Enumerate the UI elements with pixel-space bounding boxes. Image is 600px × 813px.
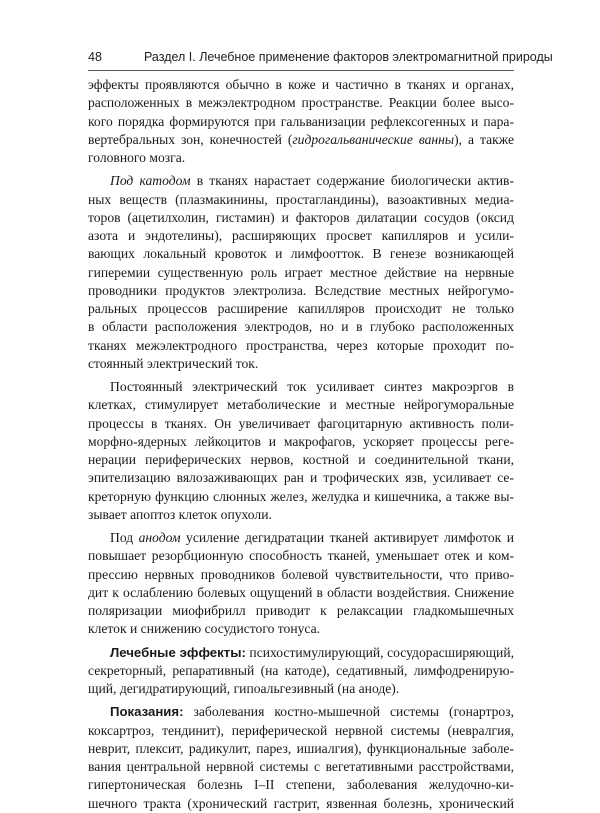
text-line: эффекты проявляются обычно в коже и частично в тканях и органах, (88, 77, 514, 92)
italic-term: гидрогальванические ванны (292, 131, 455, 147)
text-line (88, 703, 514, 721)
text-line: вающих локальный кровоток и лимфоотток. В генезе возникающей (88, 246, 514, 262)
text-line: повышает резорбционную способность тканей, уменьшает отек и ком- (88, 548, 514, 564)
text-line (88, 644, 514, 662)
paragraph (88, 529, 514, 639)
text-line: в области расположения электродов, но и в глубоко расположенных (88, 319, 514, 335)
paragraph (88, 76, 514, 167)
paragraph (88, 644, 514, 699)
text-line: неврит, плексит, радикулит, парез, ишиалгия), функциональные заболе- (88, 740, 514, 756)
paragraph (88, 378, 514, 524)
text-line: процессы в тканях. Он увеличивает фагоцитарную активность поли- (88, 415, 514, 431)
text-line (88, 529, 514, 547)
text-line: секреторный, репаративный (на катоде), седативный, лимфодренирую- (88, 662, 514, 678)
text-line: креторную функцию слюнных желез, желудка и кишечника, а также вы- (88, 488, 514, 504)
text-line: Постоянный электрический ток усиливает синтез макроэргов в (110, 379, 514, 394)
text-segment: ), а также (454, 131, 514, 147)
text-line: головного мозга. (88, 150, 186, 165)
section-label: Лечебные эффекты: (110, 644, 246, 660)
page-number: 48 (88, 50, 102, 64)
text-line: гиперемии существенную роль играет местное действие на нервные (88, 264, 514, 280)
text-segment: заболевания костно-мышечной системы (гонартроз, (183, 704, 514, 720)
text-segment: Под (110, 530, 139, 545)
text-line: морфно-ядерных лейкоцитов и макрофагов, ускоряет процессы регe- (88, 433, 514, 449)
text-line: ных веществ (плазмакинины, простагландины), вазоактивных медиа- (88, 191, 514, 207)
text-line: коксартроз, тендинит), периферической нервной системы (невралгия, (88, 722, 514, 738)
text-line: тканях межэлектродного пространства, через которые проходит по- (88, 337, 514, 353)
text-line: торов (ацетилхолин, гистамин) и факторов дилатации сосудов (оксид (88, 209, 514, 225)
text-line: шечного тракта (хронический гастрит, язвенная болезнь, хронический (88, 795, 514, 811)
text-line: клетках, стимулирует метаболические и местные нейрогуморальные (88, 397, 514, 413)
running-title: Раздел I. Лечебное применение факторов электромагнитной природы (144, 50, 553, 64)
text-segment: в тканях нарастает содержание биологически актив- (190, 173, 515, 189)
text-line (88, 131, 514, 149)
text-line: расположенных в межэлектродном пространстве. Реакции более высо- (88, 95, 514, 111)
page-header (88, 48, 553, 71)
text-line: кого порядка формируются при гальванизации рефлексогенных и пара- (88, 113, 514, 129)
text-line: ральных процессов расширение капилляров происходит не только (88, 301, 514, 316)
paragraph (88, 172, 514, 373)
italic-term: Под катодом (110, 173, 191, 189)
text-line: гипертоническая болезнь I–II степени, заболевания желудочно-ки- (88, 777, 514, 793)
text-line: прессию нервных проводников болевой чувствительности, что приво- (88, 566, 514, 582)
text-segment: усиление дегидратации тканей активирует лимфоток и (180, 530, 514, 545)
body-text (88, 76, 514, 813)
text-line: клеток и снижению сосудистого тонуса. (88, 621, 321, 637)
text-line: щий, дегидратирующий, гипоальгезивный (на аноде). (88, 681, 400, 696)
italic-term: анодом (138, 530, 181, 545)
text-line: зывает апоптоз клеток опухоли. (88, 506, 272, 522)
text-line: дит к ослаблению болевых ощущений в области воздействия. Снижение (88, 584, 514, 600)
text-line: эпителизацию вялозаживающих ран и трофических язв, усиливает се- (88, 470, 514, 486)
text-line: вания центральной нервной системы с вегетативными расстройствами, (88, 759, 514, 774)
text-line: проводники продуктов электролиза. Вследствие местных нейрогумо- (88, 282, 514, 298)
text-segment: вертебральных зон, конечностей ( (88, 131, 293, 147)
text-line: нерации периферических нервов, костной и соединительной ткани, (88, 452, 514, 467)
text-line: стоянный электрический ток. (88, 355, 259, 371)
paragraph (88, 703, 514, 813)
section-label: Показания: (110, 704, 184, 720)
text-line (88, 172, 514, 190)
text-line: поляризации миофибрилл приводит к релаксации гладкомышечных (88, 603, 514, 618)
text-segment: психостимулирующий, сосудорасширяющий, (245, 644, 514, 660)
text-line: азота и эндотелины), расширяющих просвет капилляров и усили- (88, 228, 514, 243)
